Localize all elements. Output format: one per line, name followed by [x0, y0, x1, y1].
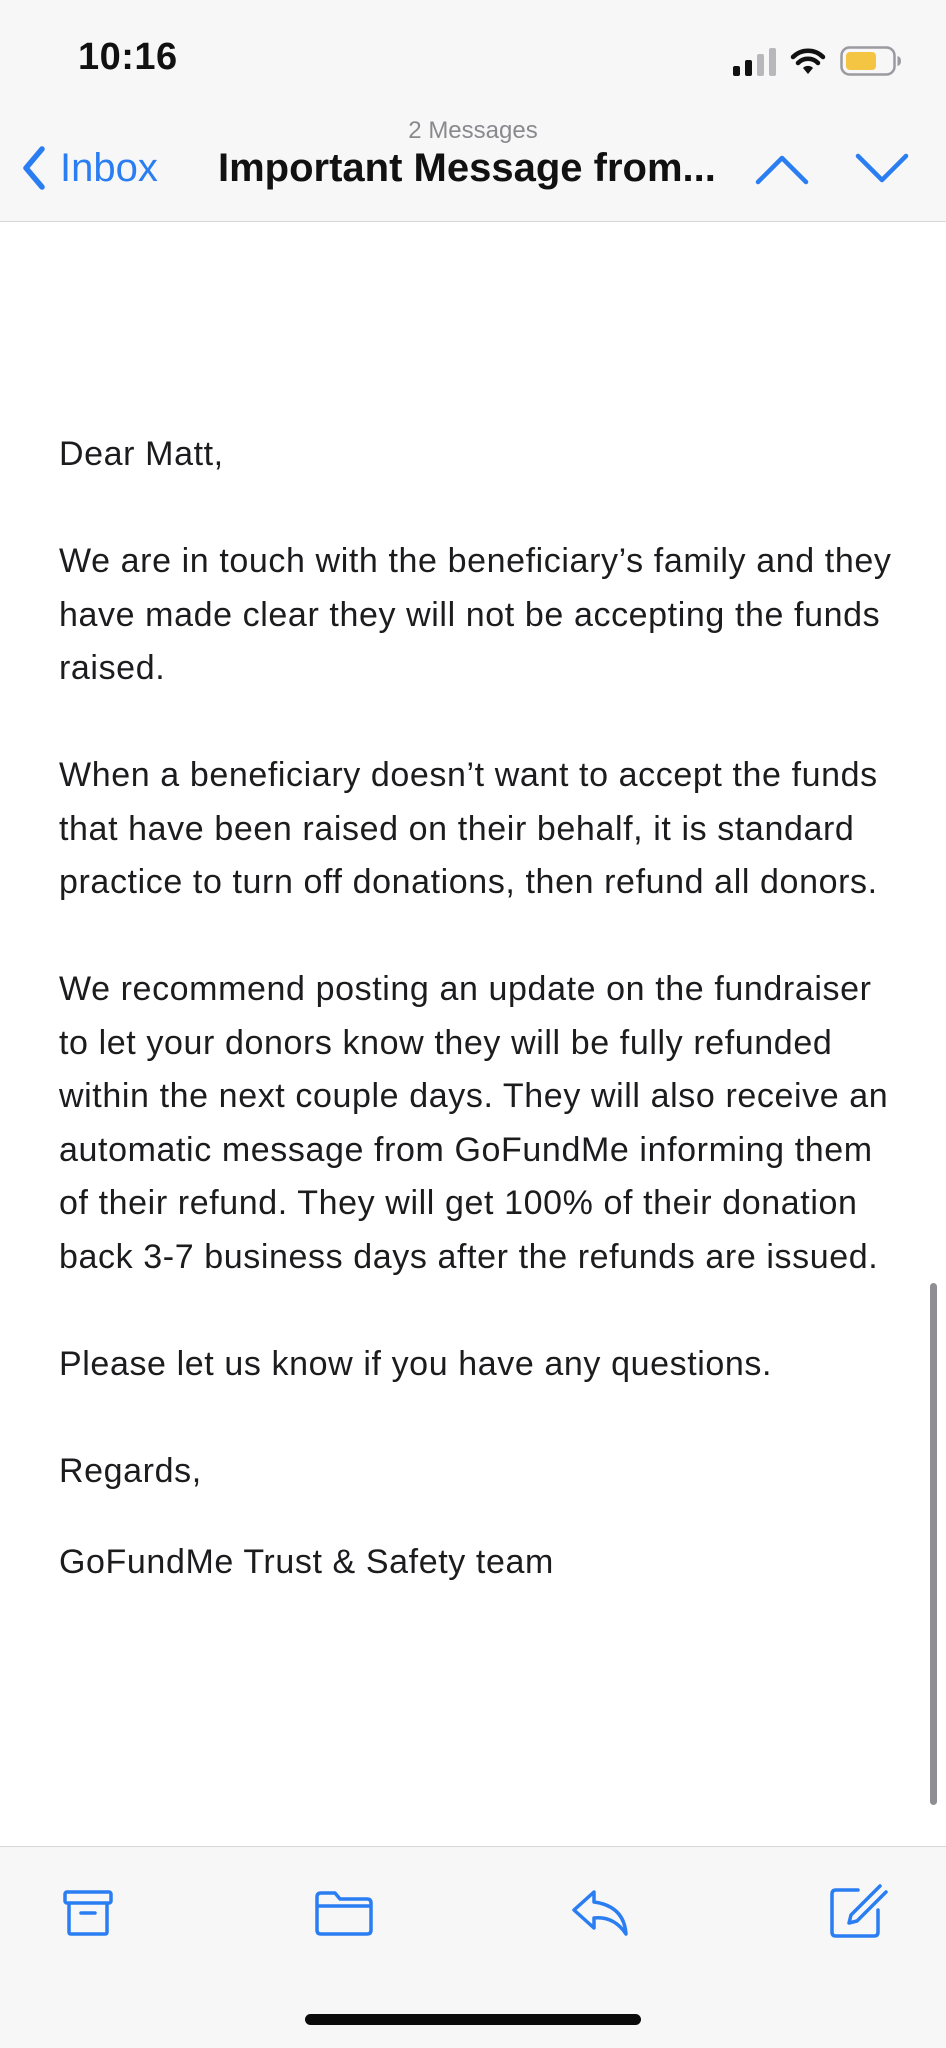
email-paragraph: We recommend posting an update on the fundraiser to let your donors know they will be fully refunded within the next couple days. They will also receive an automatic message from GoFundMe informing them of their refund. They will get 100% of their donation back 3-7 business days after the refunds are issued. — [59, 970, 889, 1276]
reply-icon[interactable] — [568, 1880, 632, 1944]
battery-icon — [840, 45, 902, 77]
email-signature: GoFundMe Trust & Safety team — [59, 1543, 554, 1581]
status-icons — [733, 44, 902, 78]
scrollbar[interactable] — [930, 1283, 937, 1805]
signal-icon — [733, 46, 776, 76]
status-time: 10:16 — [78, 36, 178, 78]
top-bar — [0, 0, 946, 222]
email-closing: Regards, — [59, 1451, 202, 1490]
home-indicator[interactable] — [305, 2014, 641, 2025]
back-to-inbox-button[interactable] — [20, 140, 158, 196]
email-body — [59, 428, 899, 1643]
email-greeting: Dear Matt, — [59, 435, 224, 473]
previous-message-button[interactable] — [752, 142, 812, 194]
back-label: Inbox — [60, 145, 158, 190]
chevron-left-icon — [20, 144, 48, 192]
email-paragraph: Please let us know if you have any questions. — [59, 1344, 773, 1383]
wifi-icon — [790, 47, 826, 75]
folder-icon[interactable] — [312, 1880, 376, 1944]
archive-icon[interactable] — [56, 1880, 120, 1944]
compose-icon[interactable] — [824, 1880, 888, 1944]
message-count: 2 Messages — [408, 117, 538, 144]
email-paragraph: We are in touch with the beneficiary’s family and they have made clear they will not be accepting the funds raised. — [59, 542, 892, 687]
message-subject-title: Important Message from... — [218, 146, 716, 190]
email-paragraph: When a beneficiary doesn’t want to accept the funds that have been raised on their behalf, it is standard practice to turn off donations, then refund all donors. — [59, 756, 878, 901]
next-message-button[interactable] — [852, 142, 912, 194]
